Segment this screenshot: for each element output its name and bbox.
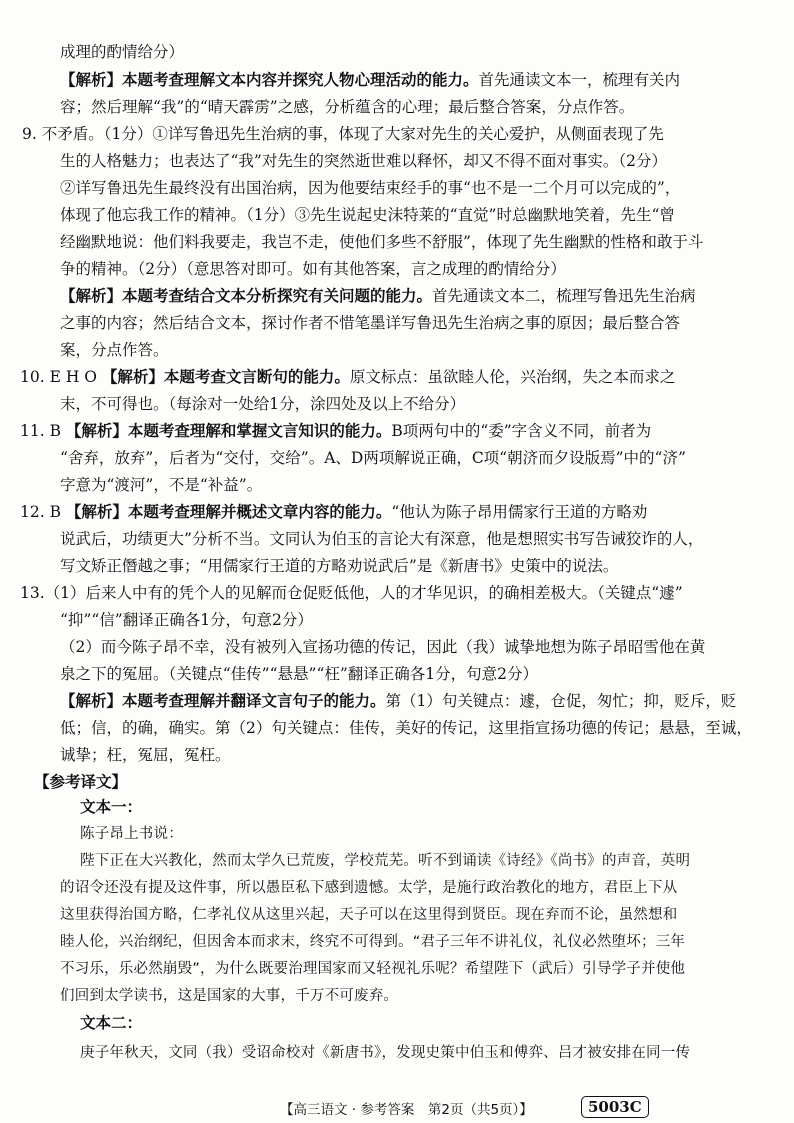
text-line xyxy=(60,905,677,925)
text-segment: 泉之下的冤屈。（关键点“佳传”“悬悬”“枉”翻译正确各1分，句意2分） xyxy=(60,665,539,683)
text-line xyxy=(60,986,398,1006)
text-segment: 原文标点：虽欲睦人伦，兴治纲，失之本而求之 xyxy=(349,368,676,386)
text-segment: “他认为陈子昂用儒家行王道的方略劝 xyxy=(391,503,648,521)
text-line xyxy=(60,637,705,657)
bold-label: 【解析】本题考查理解和掌握文言知识的能力。 xyxy=(65,421,392,440)
bold-label: 文本二： xyxy=(80,1013,143,1032)
text-segment: 经幽默地说：他们料我要走，我岂不走，使他们多些不舒服”，体现了先生幽默的性格和敢于斗 xyxy=(60,233,704,251)
text-segment: 体现了他忘我工作的精神。（1分）③先生说起史沫特莱的“直觉”时总幽默地笑着，先生“曾 xyxy=(60,206,675,224)
text-segment: 陛下正在大兴教化，然而太学久已荒废，学校荒芜。听不到诵读《诗经》《尚书》的声音，英明 xyxy=(80,853,691,869)
text-line xyxy=(60,151,667,171)
text-segment: 的诏令还没有提及这件事，所以愚臣私下感到遗憾。太学，是施行政治教化的地方，君臣上下从 xyxy=(60,880,678,896)
text-segment: 成理的酌情给分） xyxy=(60,43,185,61)
text-line xyxy=(20,421,651,441)
text-line xyxy=(60,394,465,414)
text-line xyxy=(20,367,675,387)
page-footer xyxy=(0,1096,794,1120)
text-line xyxy=(60,205,675,225)
text-line xyxy=(22,124,664,144)
text-line xyxy=(60,691,736,711)
text-line xyxy=(80,797,142,817)
text-segment: 诚挚；枉，冤屈，冤枉。 xyxy=(60,746,231,764)
text-line xyxy=(80,824,183,844)
text-line xyxy=(80,1013,142,1033)
text-segment: 10. E H O xyxy=(20,368,102,386)
text-line xyxy=(60,178,680,198)
text-segment: 陈子昂上书说： xyxy=(80,826,183,842)
text-segment: 字意为“渡河”，不是“补益”。 xyxy=(60,476,263,494)
text-line xyxy=(34,772,127,792)
text-line xyxy=(20,502,647,522)
text-line xyxy=(60,340,169,360)
text-line xyxy=(80,851,690,871)
text-line xyxy=(60,959,685,979)
text-line xyxy=(60,313,680,333)
paper-code-badge: 5003C xyxy=(581,1096,649,1118)
bold-label: 【解析】本题考查理解并翻译文言句子的能力。 xyxy=(60,691,386,710)
text-segment: 们回到太学读书，这是国家的大事，千万不可废弃。 xyxy=(60,988,399,1004)
text-segment: 末，不可得也。（每涂对一处给1分，涂四处及以上不给分） xyxy=(60,395,466,413)
bold-label: 【解析】本题考查理解文本内容并探究人物心理活动的能力。 xyxy=(60,70,479,89)
text-segment: 不习乐，乐必然崩毁”，为什么既要治理国家而又轻视礼乐呢？希望陛下（武后）引导学子并使他 xyxy=(60,961,686,977)
text-line xyxy=(60,610,313,630)
text-segment: 之事的内容；然后结合文本，探讨作者不惜笔墨详写鲁迅先生治病之事的原因；最后整合答 xyxy=(60,314,681,332)
text-segment: ②详写鲁迅先生最终没有出国治病，因为他要结束经手的事“也不是一二个月可以完成的”， xyxy=(60,179,681,197)
text-line xyxy=(60,475,262,495)
text-line xyxy=(60,718,752,738)
text-segment: 庚子年秋天，文同（我）受诏命校对《新唐书》，发现史策中伯玉和傅弈、吕才被安排在同一传 xyxy=(80,1045,691,1061)
text-line xyxy=(60,286,696,306)
bold-label: 【解析】本题考查文言断句的能力。 xyxy=(101,367,350,386)
text-segment: 首先通读文本二，梳理写鲁迅先生治病 xyxy=(432,287,696,305)
text-segment: 第（1）句关键点：遽，仓促，匆忙；抑，贬斥，贬 xyxy=(385,692,737,710)
text-segment: 争的精神。（2分）（意思答对即可。如有其他答案，言之成理的酌情给分） xyxy=(60,260,566,278)
text-segment: 写文矫正僭越之事；“用儒家行王道的方略劝说武后”是《新唐书》史策中的说法。 xyxy=(60,557,619,575)
text-segment: 这里获得治国方略，仁孝礼仪从这里兴起，天子可以在这里得到贤臣。现在弃而不论，虽然想和 xyxy=(60,907,678,923)
text-line xyxy=(60,932,685,952)
bold-label: 【解析】本题考查结合文本分析探究有关问题的能力。 xyxy=(60,286,433,305)
text-segment: 睦人伦，兴治纲纪，但因舍本而求末，终究不可得到。“君子三年不讲礼仪，礼仪必然堕坏；三年 xyxy=(60,934,686,950)
bold-label: 文本一： xyxy=(80,797,143,816)
text-line xyxy=(80,1043,690,1063)
text-segment: 11. B xyxy=(20,422,66,440)
text-line xyxy=(20,583,683,603)
text-segment: 说武后，功绩更大”分析不当。文同认为伯玉的言论大有深意，他是想照实书写告诫狡诈的人， xyxy=(60,530,704,548)
text-line xyxy=(60,232,703,252)
text-line xyxy=(60,70,680,90)
text-line xyxy=(60,878,677,898)
text-line xyxy=(60,97,634,117)
text-segment: 案，分点作答。 xyxy=(60,341,169,359)
text-line xyxy=(60,745,231,765)
text-segment: （2）而今陈子昂不幸，没有被列入宣扬功德的传记，因此（我）诚挚地想为陈子昂昭雪他在黄 xyxy=(60,638,706,656)
text-segment: “抑”“信”翻译正确各1分，句意2分） xyxy=(60,611,313,629)
text-line xyxy=(60,529,703,549)
text-segment: 低；信，的确，确实。第（2）句关键点：佳传，美好的传记，这里指宣扬功德的传记；悬悬，至诚， xyxy=(60,719,752,737)
bold-label: 【参考译文】 xyxy=(34,772,128,791)
text-line xyxy=(60,259,566,279)
text-segment: 9. 不矛盾。（1分）①详写鲁迅先生治病的事，体现了大家对先生的关心爱护，从侧面表现了先 xyxy=(22,125,664,143)
text-segment: 12. B xyxy=(20,503,66,521)
text-line xyxy=(60,42,184,62)
text-line xyxy=(60,556,618,576)
text-segment: 生的人格魅力；也表达了“我”对先生的突然逝世难以释怀，却又不得不面对事实。（2分） xyxy=(60,152,667,170)
text-line xyxy=(60,448,686,468)
text-segment: 容；然后理解“我”的“晴天霹雳”之感，分析蕴含的心理；最后整合答案，分点作答。 xyxy=(60,98,635,116)
text-segment: 13.（1）后来人中有的凭个人的见解而仓促贬低他，人的才华见识，的确相差极大。（关键点“遽” xyxy=(20,584,683,602)
footer-label: 【高三语文 · 参考答案 第2页（共5页）】 xyxy=(280,1102,533,1118)
bold-label: 【解析】本题考查理解并概述文章内容的能力。 xyxy=(65,502,392,521)
text-segment: B项两句中的“委”字含义不同，前者为 xyxy=(391,422,652,440)
text-segment: 首先通读文本一，梳理有关内 xyxy=(478,71,681,89)
text-segment: “舍弃，放弃”，后者为“交付，交给”。A、D两项解说正确，C项“朝济而夕设版焉”中的“济” xyxy=(60,449,686,467)
text-line xyxy=(60,664,538,684)
